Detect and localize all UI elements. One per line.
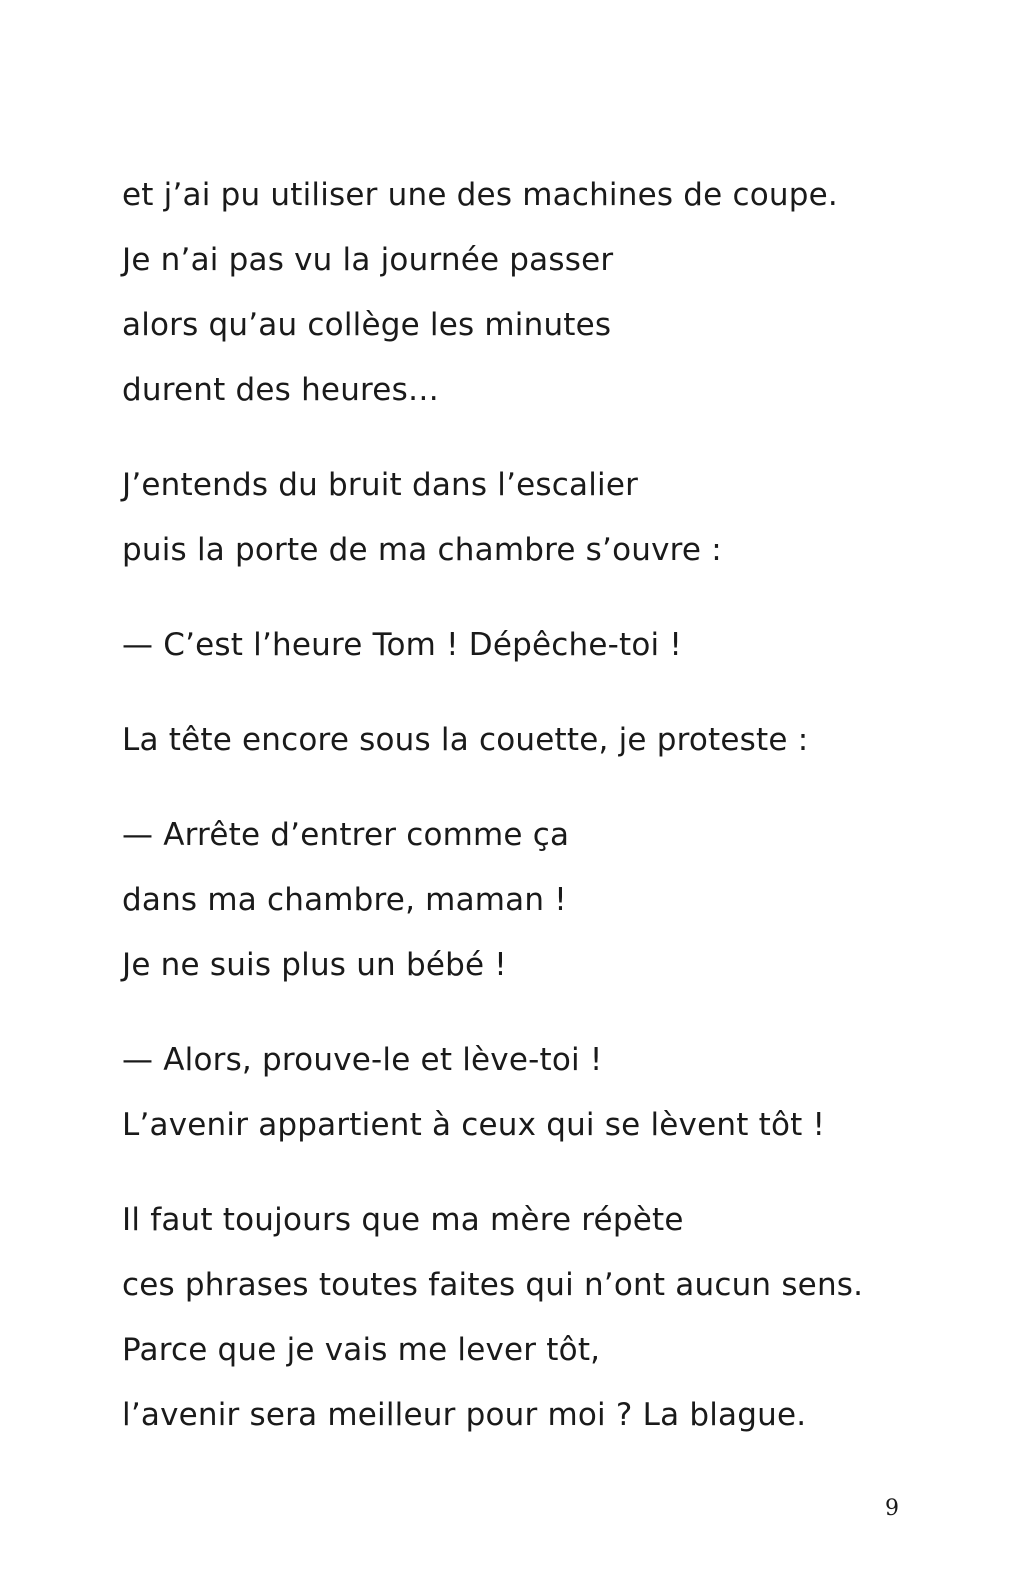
text-line: Il faut toujours que ma mère répète <box>122 1202 684 1238</box>
page-number: 9 <box>885 1496 899 1521</box>
paragraph <box>122 163 982 423</box>
text-line: et j’ai pu utiliser une des machines de coupe. <box>122 177 838 213</box>
text-line: alors qu’au collège les minutes <box>122 307 612 343</box>
text-line: Je ne suis plus un bébé ! <box>122 947 507 983</box>
text-line: puis la porte de ma chambre s’ouvre : <box>122 532 722 568</box>
text-line: J’entends du bruit dans l’escalier <box>122 467 639 503</box>
paragraph <box>122 1188 982 1448</box>
text-line: l’avenir sera meilleur pour moi ? La blague. <box>122 1397 807 1433</box>
paragraph <box>122 708 982 773</box>
text-line: — Arrête d’entrer comme ça <box>122 817 570 853</box>
text-line: ces phrases toutes faites qui n’ont aucun sens. <box>122 1267 864 1303</box>
text-line: Parce que je vais me lever tôt, <box>122 1332 601 1368</box>
body-text <box>122 163 982 1478</box>
text-line: — Alors, prouve-le et lève-toi ! <box>122 1042 603 1078</box>
text-line: dans ma chambre, maman ! <box>122 882 567 918</box>
dialogue-paragraph <box>122 803 982 998</box>
text-line: durent des heures… <box>122 372 440 408</box>
text-line: L’avenir appartient à ceux qui se lèvent tôt ! <box>122 1107 826 1143</box>
text-line: Je n’ai pas vu la journée passer <box>122 242 614 278</box>
paragraph <box>122 453 982 583</box>
text-line: — C’est l’heure Tom ! Dépêche-toi ! <box>122 627 683 663</box>
text-line: La tête encore sous la couette, je proteste : <box>122 722 809 758</box>
dialogue-paragraph <box>122 613 982 678</box>
dialogue-paragraph <box>122 1028 982 1158</box>
